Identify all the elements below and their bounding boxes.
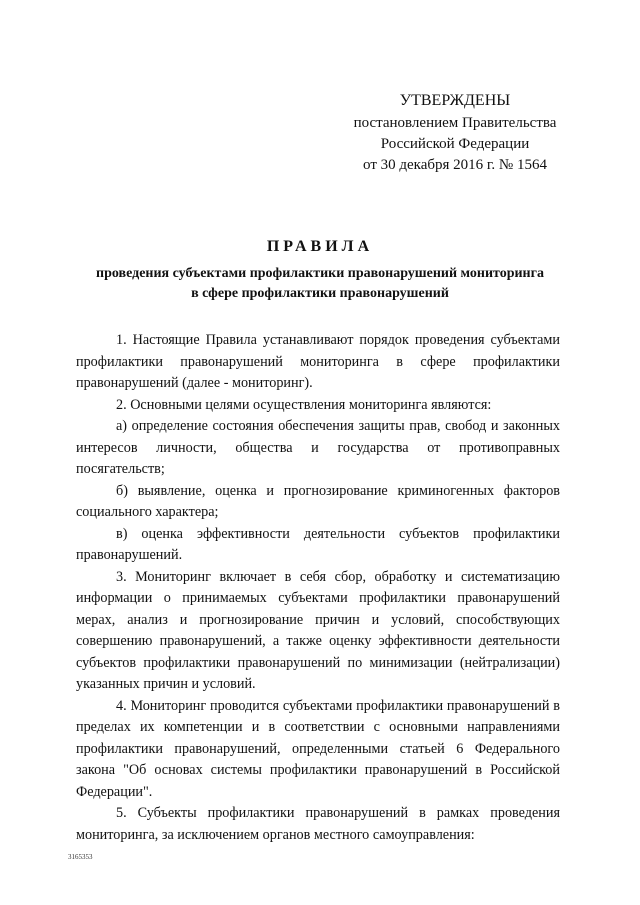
document-code: 3165353 [68, 853, 93, 861]
paragraph: б) выявление, оценка и прогнозирование криминогенных факторов социального характера; [76, 482, 560, 520]
approval-stamp [320, 90, 590, 176]
paragraph: а) определение состояния обеспечения защиты прав, свобод и законных интересов личности, общества и государства от противоправных посягательств; [76, 418, 560, 477]
paragraph: 3. Мониторинг включает в себя сбор, обработку и систематизацию информации о принимаемых субъектами профилактики правонарушений мерах, анализ и прогнозирование причин и условий, способствующих совершению правонарушений, а также оценку эффективности деятельности субъектов профилактики правонарушений по минимизации (нейтрализации) указанных причин и условий. [76, 568, 560, 692]
paragraph: 4. Мониторинг проводится субъектами профилактики правонарушений в пределах их компетенции и в соответствии с основными направлениями профилактики правонарушений, определенными статьей 6 Федерального закона "Об основах системы профилактики правонарушений в Российской Федерации". [76, 697, 560, 800]
paragraph: 5. Субъекты профилактики правонарушений в рамках проведения мониторинга, за исключением органов местного самоуправления: [76, 805, 560, 843]
document-title: ПРАВИЛА [266, 238, 374, 255]
document-subtitle [70, 264, 570, 304]
paragraph: 1. Настоящие Правила устанавливают порядок проведения субъектами профилактики правонарушений мониторинга в сфере профилактики правонарушений (далее - мониторинг). [76, 332, 560, 391]
subtitle-line-2: в сфере профилактики правонарушений [191, 286, 449, 301]
document-body [76, 330, 560, 846]
approval-line-3: от 30 декабря 2016 г. № 1564 [363, 157, 547, 173]
approval-heading: УТВЕРЖДЕНЫ [399, 92, 511, 109]
approval-line-1: постановлением Правительства [353, 115, 557, 131]
paragraph: в) оценка эффективности деятельности субъектов профилактики правонарушений. [76, 525, 560, 563]
approval-line-2: Российской Федерации [380, 136, 530, 152]
paragraph: 2. Основными целями осуществления мониторинга являются: [116, 396, 492, 413]
subtitle-line-1: проведения субъектами профилактики правонарушений мониторинга [96, 266, 544, 281]
